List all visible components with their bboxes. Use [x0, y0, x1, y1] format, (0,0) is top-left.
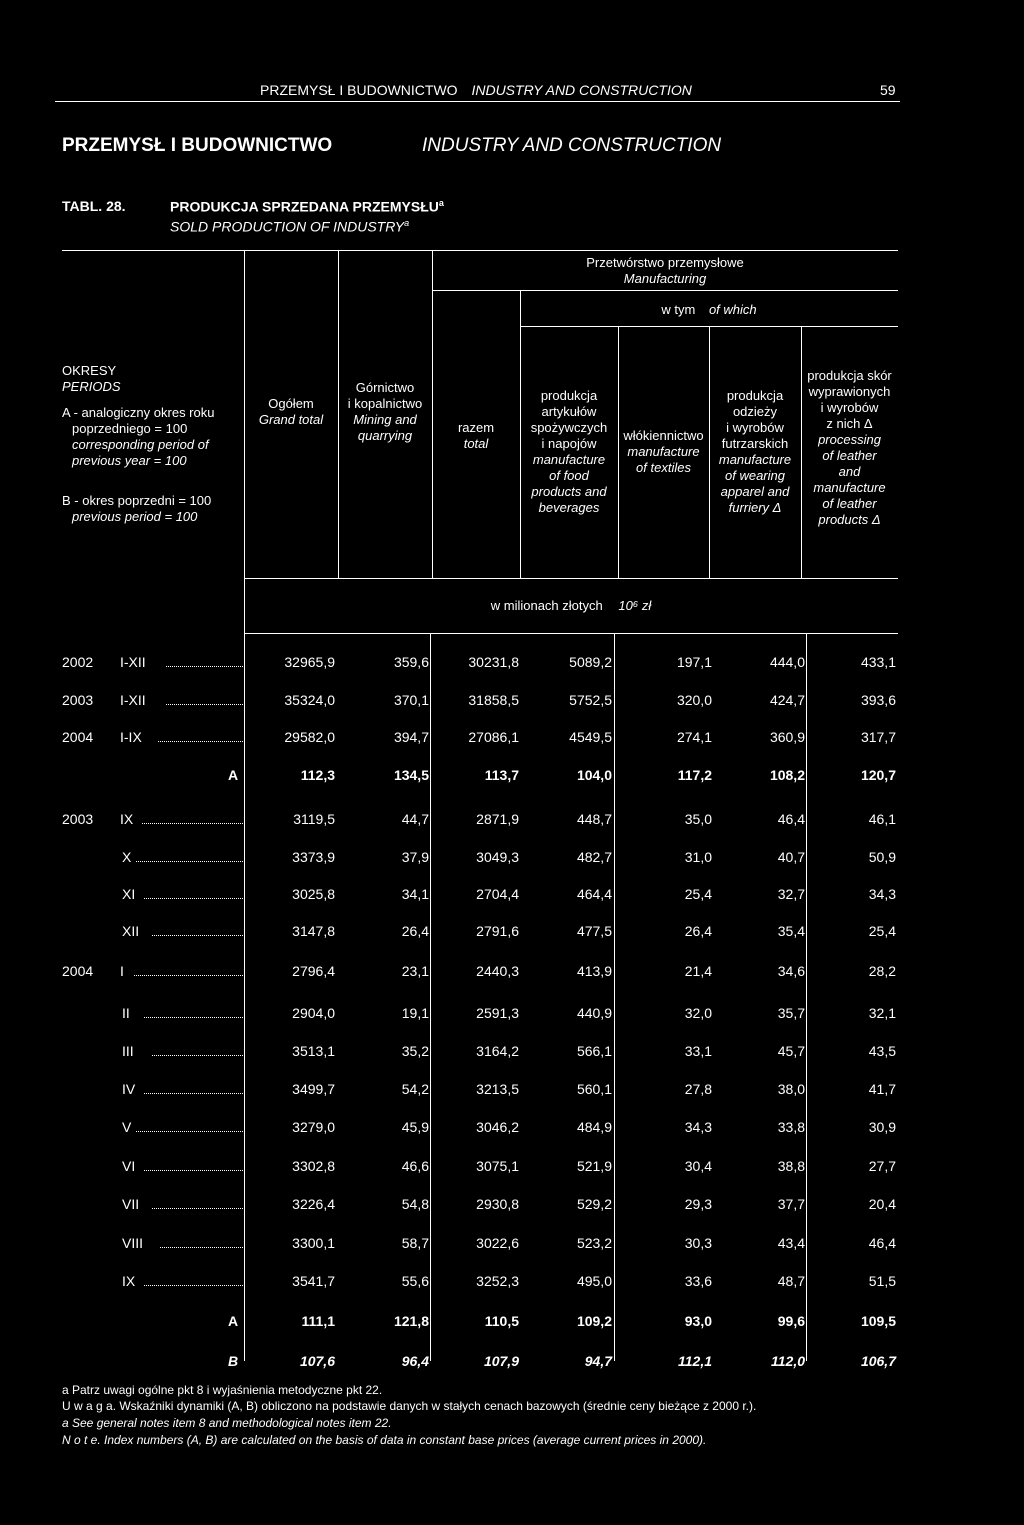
col3-pl-3: i napojów	[541, 436, 597, 451]
leader-dots	[166, 658, 243, 667]
unit-top-rule	[244, 578, 898, 579]
cell-col-1: 3025,8	[292, 886, 335, 902]
cell-col-7: 317,7	[860, 729, 896, 745]
manufacturing-header	[432, 255, 898, 287]
table-row	[0, 727, 1024, 747]
cell-col-2: 55,6	[401, 1273, 429, 1289]
cell-col-6: 32,7	[777, 886, 805, 902]
col3-pl-0: produkcja	[540, 388, 598, 403]
cell-col-4: 477,5	[576, 923, 612, 939]
row-period: IX	[122, 1273, 136, 1289]
cell-col-3: 2704,4	[476, 886, 519, 902]
unit-bottom-rule	[244, 633, 898, 634]
table-row	[0, 1311, 1024, 1331]
cell-col-6: 40,7	[777, 849, 805, 865]
cell-col-6: 45,7	[777, 1043, 805, 1059]
table-row	[0, 652, 1024, 672]
row-period: II	[122, 1005, 130, 1021]
cell-col-7: 51,5	[868, 1273, 896, 1289]
cell-col-2: 44,7	[401, 811, 429, 827]
col4-en-0: manufacture	[627, 444, 700, 459]
col6-en-2: and	[838, 464, 861, 479]
of-which-pl: w tym	[661, 302, 696, 317]
row-period: A	[228, 1313, 239, 1329]
col-header-grand-total	[244, 396, 338, 428]
cell-col-7: 106,7	[860, 1353, 896, 1369]
row-year: 2004	[62, 963, 94, 979]
cell-col-4: 440,9	[576, 1005, 612, 1021]
col6-pl-2: i wyrobów	[820, 400, 879, 415]
cell-col-5: 34,3	[684, 1119, 712, 1135]
col3-en-2: products and	[531, 484, 607, 499]
col3-pl-1: artykułów	[541, 404, 597, 419]
col3-en-0: manufacture	[532, 452, 606, 467]
cell-col-6: 48,7	[777, 1273, 805, 1289]
unit-pl: w milionach złotych	[490, 598, 603, 613]
cell-col-5: 274,1	[676, 729, 712, 745]
leader-dots	[144, 890, 243, 899]
cell-col-4: 495,0	[576, 1273, 612, 1289]
col5-pl-3: futrzarskich	[721, 436, 789, 451]
of-which-header	[520, 302, 898, 318]
cell-col-6: 444,0	[769, 654, 805, 670]
table-row	[0, 765, 1024, 785]
periods-pl: OKRESY	[62, 363, 117, 378]
header-rule	[55, 101, 900, 102]
col0-en: Grand total	[258, 412, 324, 427]
col-header-textiles	[618, 428, 709, 476]
cell-col-3: 2930,8	[476, 1196, 519, 1212]
cell-col-7: 109,5	[860, 1313, 896, 1329]
running-header-pl: PRZEMYSŁ I BUDOWNICTWO	[260, 82, 458, 98]
cell-col-5: 29,3	[684, 1196, 712, 1212]
table-row	[0, 1233, 1024, 1253]
table-row	[0, 1156, 1024, 1176]
cell-col-4: 521,9	[576, 1158, 612, 1174]
cell-col-4: 529,2	[576, 1196, 612, 1212]
cell-col-1: 29582,0	[284, 729, 335, 745]
cell-col-5: 33,6	[684, 1273, 712, 1289]
cell-col-4: 448,7	[576, 811, 612, 827]
cell-col-1: 2904,0	[292, 1005, 335, 1021]
cell-col-7: 27,7	[868, 1158, 896, 1174]
cell-col-5: 32,0	[684, 1005, 712, 1021]
table-row	[0, 1041, 1024, 1061]
cell-col-1: 3119,5	[293, 811, 335, 827]
cell-col-5: 31,0	[684, 849, 712, 865]
manufacturing-en: Manufacturing	[623, 271, 707, 286]
table-row	[0, 809, 1024, 829]
cell-col-2: 46,6	[401, 1158, 429, 1174]
table-row	[0, 961, 1024, 981]
cell-col-5: 112,1	[678, 1353, 712, 1369]
cell-col-2: 35,2	[401, 1043, 429, 1059]
cell-col-3: 2591,3	[476, 1005, 519, 1021]
cell-col-5: 93,0	[684, 1313, 712, 1329]
cell-col-4: 104,0	[576, 767, 612, 783]
col5-pl-1: odzieży	[732, 404, 778, 419]
of-which-en: of which	[708, 302, 757, 317]
row-period: X	[122, 849, 132, 865]
cell-col-2: 370,1	[393, 692, 429, 708]
col4-pl: włókiennictwo	[623, 428, 704, 443]
cell-col-2: 19,1	[401, 1005, 429, 1021]
footnote: a See general notes item 8 and methodological notes item 22.	[62, 1416, 392, 1430]
col5-en-1: of wearing	[725, 468, 785, 483]
cell-col-6: 33,8	[777, 1119, 805, 1135]
col-header-leather	[801, 368, 898, 528]
cell-col-3: 3075,1	[476, 1158, 519, 1174]
cell-col-1: 3373,9	[292, 849, 335, 865]
leader-dots	[144, 1085, 243, 1094]
row-period: III	[122, 1043, 134, 1059]
cell-col-5: 197,1	[676, 654, 712, 670]
cell-col-6: 38,8	[777, 1158, 805, 1174]
table-title-pl-text: PRODUKCJA SPRZEDANA PRZEMYSŁU	[170, 198, 439, 215]
col4-en-1: of textiles	[636, 460, 691, 475]
col1-pl-1: i kopalnictwo	[347, 396, 423, 411]
table-row	[0, 1351, 1024, 1371]
cell-col-5: 117,2	[677, 767, 712, 783]
table-number: TABL. 28.	[62, 198, 126, 214]
cell-col-7: 30,9	[868, 1119, 896, 1135]
footnote: U w a g a. Wskaźniki dynamiki (A, B) obliczono na podstawie danych w stałych cenach bazowych (średnie ceny bieżące z 2000 r.).	[62, 1399, 757, 1413]
row-year: 2003	[62, 692, 94, 708]
cell-col-2: 121,8	[393, 1313, 429, 1329]
cell-col-3: 3022,6	[476, 1235, 519, 1251]
table-row	[0, 1079, 1024, 1099]
col3-en-1: of food	[549, 468, 589, 483]
cell-col-1: 3226,4	[292, 1196, 335, 1212]
cell-col-7: 433,1	[860, 654, 896, 670]
section-title-en: INDUSTRY AND CONSTRUCTION	[422, 135, 722, 156]
col-header-food	[520, 388, 618, 516]
row-period: I	[120, 963, 124, 979]
cell-col-3: 3213,5	[476, 1081, 519, 1097]
cell-col-5: 30,4	[684, 1158, 712, 1174]
cell-col-3: 3252,3	[476, 1273, 519, 1289]
table-row	[0, 1117, 1024, 1137]
cell-col-6: 112,0	[771, 1353, 805, 1369]
cell-col-3: 3164,2	[476, 1043, 519, 1059]
row-period: A	[228, 767, 239, 783]
cell-col-3: 2871,9	[476, 811, 519, 827]
cell-col-1: 107,6	[299, 1353, 335, 1369]
periods-header	[62, 363, 214, 525]
cell-col-1: 3499,7	[292, 1081, 335, 1097]
cell-col-1: 112,3	[300, 767, 335, 783]
row-year: 2003	[62, 811, 94, 827]
cell-col-1: 111,1	[301, 1313, 335, 1329]
cell-col-7: 34,3	[868, 886, 896, 902]
cell-col-7: 46,4	[868, 1235, 896, 1251]
cell-col-4: 482,7	[576, 849, 612, 865]
cell-col-3: 113,7	[484, 767, 519, 783]
col5-en-3: furriery Δ	[728, 500, 782, 515]
table-row	[0, 847, 1024, 867]
cell-col-4: 109,2	[576, 1313, 612, 1329]
row-year: 2004	[62, 729, 94, 745]
cell-col-5: 35,0	[684, 811, 712, 827]
table-row	[0, 921, 1024, 941]
cell-col-4: 94,7	[584, 1353, 612, 1369]
page-number: 59	[880, 82, 896, 98]
col3-en-3: beverages	[538, 500, 600, 515]
cell-col-2: 359,6	[393, 654, 429, 670]
row-period: XII	[122, 923, 140, 939]
periods-a1: A - analogiczny okres roku	[62, 405, 215, 420]
table-title-en-text: SOLD PRODUCTION OF INDUSTRY	[170, 218, 405, 235]
row-period: IX	[120, 811, 134, 827]
leader-dots	[152, 1047, 243, 1056]
leader-dots	[136, 1123, 243, 1132]
cell-col-7: 25,4	[868, 923, 896, 939]
col2-pl: razem	[457, 420, 495, 435]
col1-en-0: Mining and	[353, 412, 417, 427]
cell-col-3: 107,9	[483, 1353, 519, 1369]
cell-col-7: 43,5	[868, 1043, 896, 1059]
cell-col-3: 110,5	[484, 1313, 519, 1329]
col3-pl-2: spożywczych	[530, 420, 608, 435]
col0-pl: Ogółem	[268, 396, 314, 411]
cell-col-1: 3302,8	[292, 1158, 335, 1174]
col1-en-1: quarrying	[357, 428, 413, 443]
leader-dots	[166, 696, 243, 705]
cell-col-1: 3147,8	[292, 923, 335, 939]
table-row	[0, 1271, 1024, 1291]
col-header-mining	[338, 380, 432, 444]
col2-en: total	[463, 436, 489, 451]
row-period: V	[122, 1119, 132, 1135]
cell-col-6: 35,7	[777, 1005, 805, 1021]
cell-col-6: 360,9	[769, 729, 805, 745]
cell-col-4: 566,1	[576, 1043, 612, 1059]
col6-en-1: of leather	[822, 448, 877, 463]
cell-col-3: 2791,6	[476, 923, 519, 939]
manufacturing-pl: Przetwórstwo przemysłowe	[586, 255, 744, 270]
cell-col-5: 25,4	[684, 886, 712, 902]
cell-col-5: 26,4	[684, 923, 712, 939]
col5-pl-2: i wyrobów	[726, 420, 784, 435]
periods-b1: B - okres poprzedni = 100	[62, 493, 212, 508]
periods-b2: previous period = 100	[72, 509, 198, 524]
col1-pl-0: Górnictwo	[355, 380, 415, 395]
cell-col-1: 3300,1	[292, 1235, 335, 1251]
col6-pl-1: wyprawionych	[808, 384, 891, 399]
cell-col-4: 4549,5	[569, 729, 612, 745]
col5-pl-0: produkcja	[726, 388, 784, 403]
leader-dots	[152, 1200, 243, 1209]
leader-dots	[152, 927, 243, 936]
col6-pl-0: produkcja skór	[807, 368, 892, 383]
cell-col-2: 54,8	[401, 1196, 429, 1212]
leader-dots	[158, 733, 243, 742]
periods-en: PERIODS	[62, 379, 121, 394]
cell-col-4: 560,1	[576, 1081, 612, 1097]
cell-col-3: 3049,3	[476, 849, 519, 865]
cell-col-4: 484,9	[576, 1119, 612, 1135]
leader-dots	[144, 1277, 243, 1286]
row-period: VIII	[122, 1235, 144, 1251]
manufacturing-rule	[432, 290, 898, 291]
cell-col-3: 30231,8	[468, 654, 519, 670]
periods-a4: previous year = 100	[72, 453, 187, 468]
col6-en-3: manufacture	[813, 480, 886, 495]
cell-col-2: 45,9	[401, 1119, 429, 1135]
row-year: 2002	[62, 654, 94, 670]
table-row	[0, 1003, 1024, 1023]
row-period: IV	[122, 1081, 136, 1097]
cell-col-5: 320,0	[676, 692, 712, 708]
cell-col-6: 38,0	[777, 1081, 805, 1097]
cell-col-7: 393,6	[860, 692, 896, 708]
leader-dots	[144, 1162, 243, 1171]
cell-col-2: 54,2	[401, 1081, 429, 1097]
cell-col-6: 35,4	[777, 923, 805, 939]
table-title-en	[170, 218, 409, 235]
cell-col-1: 3541,7	[292, 1273, 335, 1289]
row-period: B	[228, 1353, 239, 1369]
cell-col-7: 41,7	[868, 1081, 896, 1097]
cell-col-6: 108,2	[769, 767, 805, 783]
table-top-rule	[62, 250, 898, 251]
col6-pl-3: z nich Δ	[826, 416, 873, 431]
table-title-sup: a	[438, 198, 444, 208]
row-period: XI	[122, 886, 136, 902]
col-header-manuf-total	[432, 420, 520, 452]
cell-col-5: 30,3	[684, 1235, 712, 1251]
footnote: a Patrz uwagi ogólne pkt 8 i wyjaśnienia metodyczne pkt 22.	[62, 1383, 383, 1397]
col6-en-0: processing	[818, 432, 881, 447]
cell-col-3: 2440,3	[476, 963, 519, 979]
cell-col-2: 34,1	[401, 886, 429, 902]
cell-col-7: 50,9	[868, 849, 896, 865]
cell-col-1: 32965,9	[284, 654, 335, 670]
leader-dots	[144, 1009, 243, 1018]
cell-col-3: 31858,5	[468, 692, 519, 708]
cell-col-2: 134,5	[393, 767, 429, 783]
cell-col-6: 34,6	[777, 963, 805, 979]
table-title-en-sup: a	[404, 218, 410, 228]
running-header	[260, 82, 692, 98]
cell-col-2: 26,4	[401, 923, 429, 939]
leader-dots	[142, 815, 243, 824]
row-period: I-XII	[120, 654, 146, 670]
leader-dots	[134, 967, 243, 976]
cell-col-1: 35324,0	[284, 692, 335, 708]
cell-col-5: 33,1	[684, 1043, 712, 1059]
cell-col-2: 96,4	[401, 1353, 429, 1369]
cell-col-2: 58,7	[401, 1235, 429, 1251]
unit-label	[244, 598, 898, 614]
leader-dots	[136, 853, 243, 862]
section-title-pl: PRZEMYSŁ I BUDOWNICTWO	[62, 135, 333, 156]
cell-col-7: 120,7	[860, 767, 896, 783]
cell-col-7: 20,4	[868, 1196, 896, 1212]
cell-col-1: 3279,0	[292, 1119, 335, 1135]
cell-col-4: 5089,2	[569, 654, 612, 670]
periods-a3: corresponding period of	[72, 437, 209, 452]
col-header-apparel	[709, 388, 801, 516]
table-row	[0, 690, 1024, 710]
cell-col-2: 37,9	[401, 849, 429, 865]
row-period: VII	[122, 1196, 140, 1212]
cell-col-4: 523,2	[576, 1235, 612, 1251]
cell-col-6: 43,4	[777, 1235, 805, 1251]
cell-col-3: 3046,2	[476, 1119, 519, 1135]
cell-col-5: 21,4	[684, 963, 712, 979]
cell-col-7: 32,1	[868, 1005, 896, 1021]
cell-col-4: 464,4	[576, 886, 612, 902]
cell-col-2: 23,1	[401, 963, 429, 979]
cell-col-5: 27,8	[684, 1081, 712, 1097]
table-row	[0, 1194, 1024, 1214]
table-row	[0, 884, 1024, 904]
table-title-pl	[170, 198, 444, 215]
col5-en-0: manufacture	[718, 452, 792, 467]
row-period: I-XII	[120, 692, 146, 708]
cell-col-6: 99,6	[777, 1313, 805, 1329]
col6-en-4: of leather	[822, 496, 877, 511]
footnote: N o t e. Index numbers (A, B) are calculated on the basis of data in constant base prices (average current prices in 2000).	[62, 1433, 707, 1447]
unit-en: 10⁶ zł	[618, 598, 652, 613]
cell-col-6: 46,4	[777, 811, 805, 827]
cell-col-2: 394,7	[393, 729, 429, 745]
cell-col-4: 5752,5	[569, 692, 612, 708]
cell-col-6: 424,7	[769, 692, 805, 708]
row-period: I-IX	[120, 729, 142, 745]
col5-en-2: apparel and	[720, 484, 790, 499]
cell-col-1: 2796,4	[292, 963, 335, 979]
col6-en-5: products Δ	[818, 512, 881, 527]
cell-col-3: 27086,1	[468, 729, 519, 745]
cell-col-7: 28,2	[868, 963, 896, 979]
periods-a2: poprzedniego = 100	[72, 421, 188, 436]
cell-col-1: 3513,1	[292, 1043, 335, 1059]
cell-col-7: 46,1	[868, 811, 896, 827]
cell-col-6: 37,7	[777, 1196, 805, 1212]
running-header-en: INDUSTRY AND CONSTRUCTION	[471, 82, 692, 98]
cell-col-4: 413,9	[576, 963, 612, 979]
row-period: VI	[122, 1158, 136, 1174]
col-divider-2	[432, 250, 433, 578]
leader-dots	[160, 1239, 243, 1248]
